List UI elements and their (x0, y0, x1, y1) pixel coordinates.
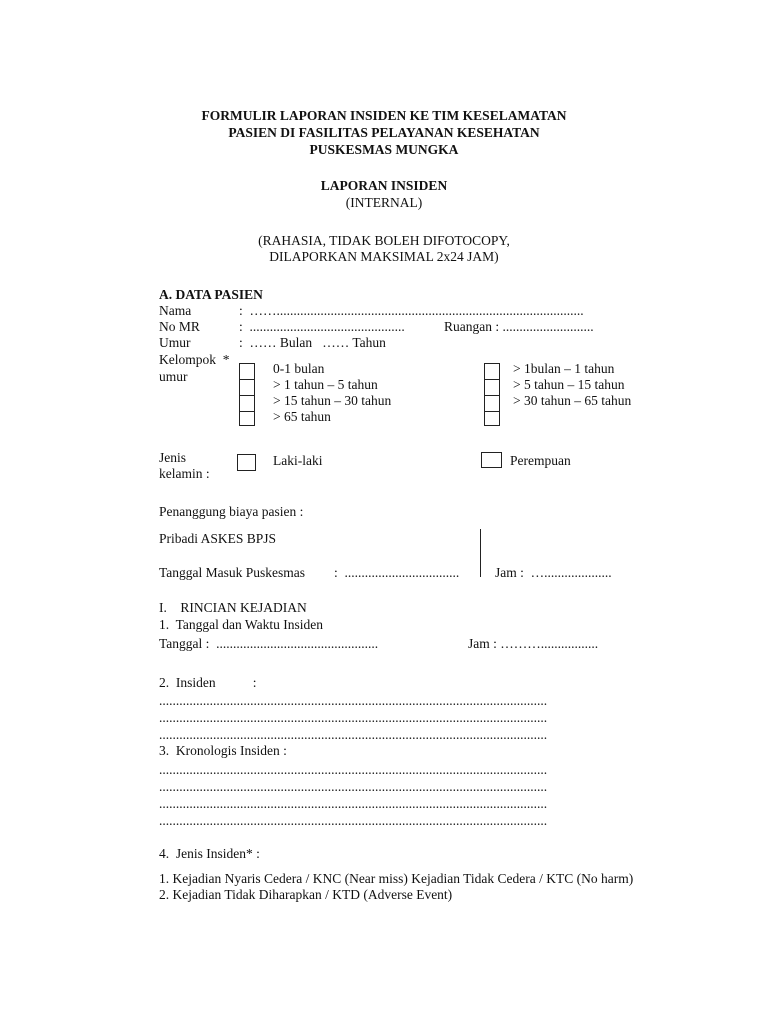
admission-date-field[interactable]: : .................................. (334, 565, 460, 580)
incident-dotted-line[interactable]: ................................................................................................................... (159, 727, 548, 742)
gender-checkbox-male[interactable] (237, 454, 256, 471)
umur-label: Umur (159, 335, 191, 350)
age-checkbox-1bulan-1-tahun[interactable] (484, 363, 500, 380)
incident-time-field[interactable]: Jam : ………................. (468, 636, 599, 651)
umur-field[interactable]: : …… Bulan …… Tahun (239, 335, 386, 350)
age-option-label: > 30 tahun – 65 tahun (513, 393, 632, 408)
nama-label: Nama (159, 303, 192, 318)
report-subtitle: LAPORAN INSIDEN (320, 178, 448, 193)
payer-options[interactable]: Pribadi ASKES BPJS (159, 531, 277, 546)
incident-label: 2. Insiden : (159, 675, 257, 690)
incident-dotted-line[interactable]: ................................................................................................................... (159, 693, 548, 708)
incident-datetime-label: 1. Tanggal dan Waktu Insiden (159, 617, 323, 632)
age-checkbox-5-15-tahun[interactable] (484, 379, 500, 396)
age-checkbox-1-5-tahun[interactable] (239, 379, 255, 396)
nomr-field[interactable]: : .............................................. (239, 319, 405, 334)
age-option-label: > 15 tahun – 30 tahun (273, 393, 392, 408)
admission-time-field[interactable]: Jam : ….................... (495, 565, 612, 580)
chronology-dotted-line[interactable]: ................................................................................................................... (159, 762, 548, 777)
age-checkbox-15-30-tahun[interactable] (239, 395, 255, 412)
gender-male-label: Laki-laki (273, 453, 323, 468)
section-a-heading: A. DATA PASIEN (159, 287, 263, 302)
age-option-label: > 1bulan – 1 tahun (513, 361, 615, 376)
chronology-dotted-line[interactable]: ................................................................................................................... (159, 796, 548, 811)
ruangan-field[interactable]: Ruangan : ........................... (444, 319, 594, 334)
gender-checkbox-female[interactable] (481, 452, 502, 468)
incident-type-option-2: 2. Kejadian Tidak Diharapkan / KTD (Adverse Event) (159, 887, 453, 902)
divider-line (480, 529, 481, 577)
admission-date-label: Tanggal Masuk Puskesmas (159, 565, 306, 580)
age-checkbox-extra[interactable] (484, 411, 500, 426)
incident-dotted-line[interactable]: ................................................................................................................... (159, 710, 548, 725)
chronology-dotted-line[interactable]: ................................................................................................................... (159, 779, 548, 794)
kelompok-umur-label-2: umur (159, 369, 188, 384)
confidential-note-line-2: DILAPORKAN MAKSIMAL 2x24 JAM) (269, 249, 499, 264)
incident-type-option-1: 1. Kejadian Nyaris Cedera / KNC (Near miss) Kejadian Tidak Cedera / KTC (No harm) (159, 871, 634, 886)
nama-field[interactable]: : ……........................................................................................... (239, 303, 584, 318)
chronology-dotted-line[interactable]: ................................................................................................................... (159, 813, 548, 828)
gender-label: Jenis (159, 450, 186, 465)
age-option-label: > 1 tahun – 5 tahun (273, 377, 378, 392)
age-option-label: > 5 tahun – 15 tahun (513, 377, 625, 392)
chronology-label: 3. Kronologis Insiden : (159, 743, 287, 758)
gender-label-2: kelamin : (159, 466, 210, 481)
form-title-line-3: PUSKESMAS MUNGKA (309, 142, 459, 157)
report-subtitle-note: (INTERNAL) (345, 195, 423, 210)
nomr-label: No MR (159, 319, 200, 334)
age-option-label: 0-1 bulan (273, 361, 325, 376)
incident-date-field[interactable]: Tanggal : ................................................ (159, 636, 379, 651)
confidential-note-line-1: (RAHASIA, TIDAK BOLEH DIFOTOCOPY, (258, 233, 510, 248)
gender-female-label: Perempuan (510, 453, 571, 468)
age-option-label: > 65 tahun (273, 409, 331, 424)
section-i-heading: I. RINCIAN KEJADIAN (159, 600, 307, 615)
payer-label: Penanggung biaya pasien : (159, 504, 304, 519)
age-checkbox-30-65-tahun[interactable] (484, 395, 500, 412)
incident-type-label: 4. Jenis Insiden* : (159, 846, 260, 861)
age-checkbox-65-tahun[interactable] (239, 411, 255, 426)
form-title-line-1: FORMULIR LAPORAN INSIDEN KE TIM KESELAMATAN (201, 108, 567, 123)
kelompok-umur-label: Kelompok * (159, 352, 230, 367)
form-title-line-2: PASIEN DI FASILITAS PELAYANAN KESEHATAN (228, 125, 540, 140)
age-checkbox-0-1-bulan[interactable] (239, 363, 255, 380)
